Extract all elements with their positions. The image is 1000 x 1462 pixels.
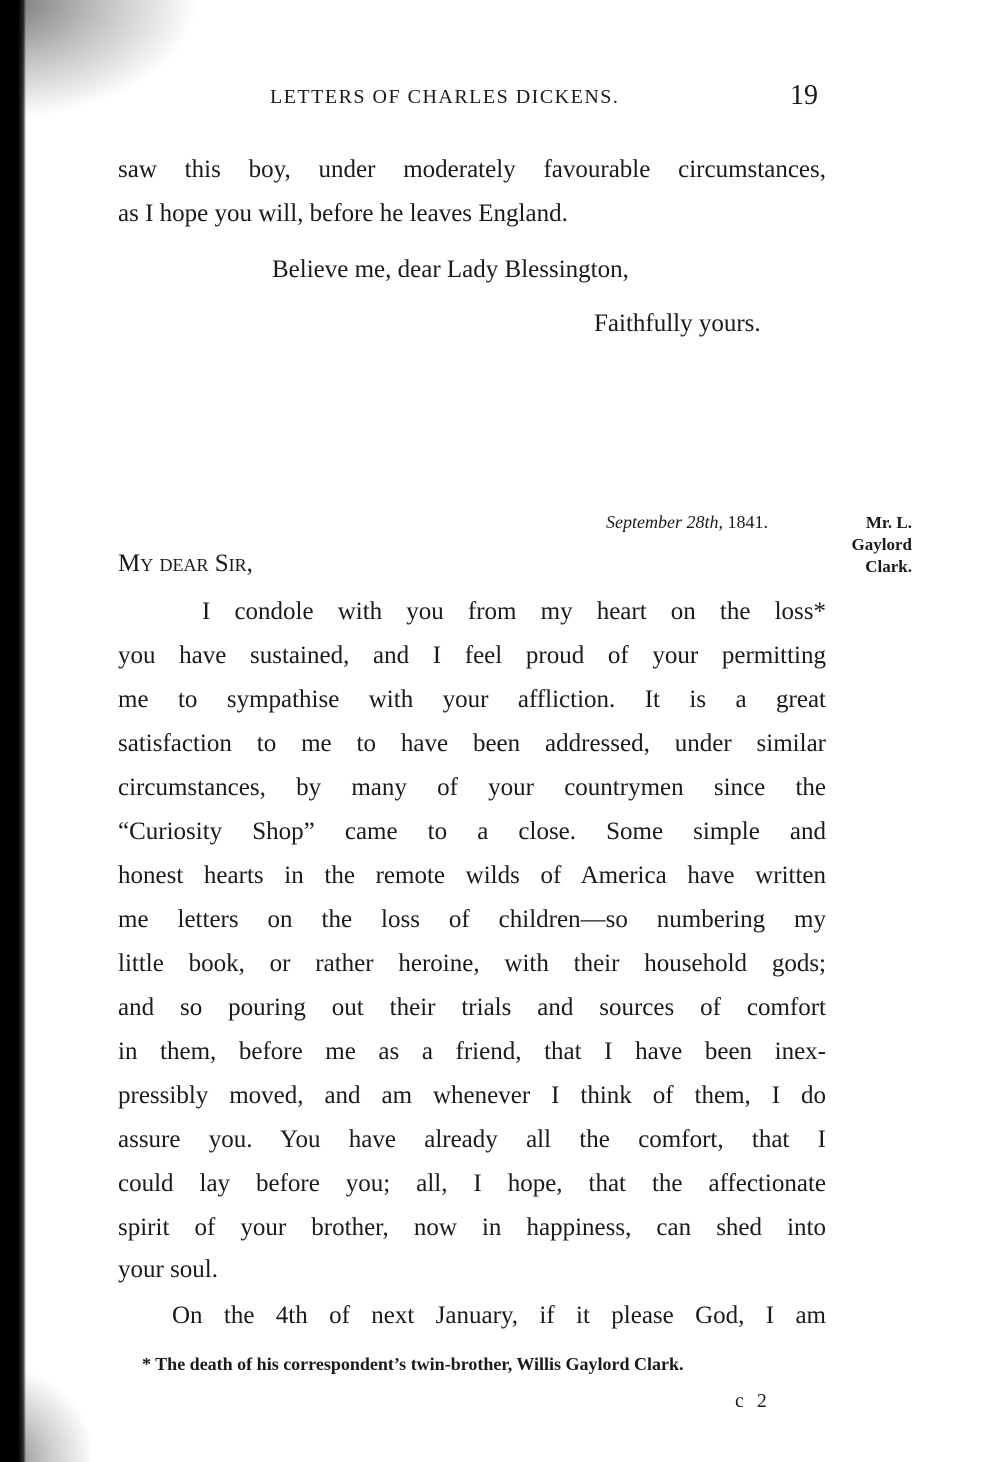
sidenote-line: Gaylord — [851, 535, 912, 554]
body-line: pressibly moved, and am whenever I think of them, I do — [118, 1082, 826, 1109]
body-line: could lay before you; all, I hope, that the affectionate — [118, 1170, 826, 1197]
recipient-sidenote — [840, 512, 912, 578]
previous-letter-line: saw this boy, under moderately favourable circumstances, — [118, 156, 826, 183]
date-day: 28th, — [686, 512, 723, 532]
body-line: assure you. You have already all the comfort, that I — [118, 1126, 826, 1153]
body-line: I condole with you from my heart on the loss* — [202, 598, 826, 625]
body-line: circumstances, by many of your countrymen since the — [118, 774, 826, 801]
signature-mark: c 2 — [735, 1390, 771, 1412]
body-line: your soul. — [118, 1256, 218, 1283]
sidenote-line: Clark. — [865, 557, 912, 576]
body-line: honest hearts in the remote wilds of America have written — [118, 862, 826, 889]
body-line: “Curiosity Shop” came to a close. Some simple and — [118, 818, 826, 845]
letter-date — [606, 512, 768, 533]
date-month: September — [606, 512, 682, 532]
body-line: me letters on the loss of children—so numbering my — [118, 906, 826, 933]
body-line: satisfaction to me to have been addressed, under similar — [118, 730, 826, 757]
body-line: little book, or rather heroine, with their household gods; — [118, 950, 826, 977]
body-line: spirit of your brother, now in happiness, can shed into — [118, 1214, 826, 1241]
page-number: 19 — [790, 80, 818, 111]
body-line: and so pouring out their trials and sources of comfort — [118, 994, 826, 1021]
body-line: On the 4th of next January, if it please God, I am — [172, 1302, 826, 1329]
footnote: * The death of his correspondent’s twin-brother, Willis Gaylord Clark. — [142, 1354, 684, 1374]
signoff-line: Faithfully yours. — [594, 310, 761, 337]
scan-shadow-top — [0, 0, 200, 120]
book-spine-shadow — [0, 0, 26, 1462]
sidenote-line: Mr. L. — [865, 513, 912, 532]
body-line: me to sympathise with your affliction. It is a great — [118, 686, 826, 713]
body-line: you have sustained, and I feel proud of your permitting — [118, 642, 826, 669]
closing-line: Believe me, dear Lady Blessington, — [272, 256, 629, 283]
body-line: in them, before me as a friend, that I have been inex- — [118, 1038, 826, 1065]
salutation: My dear Sir, — [118, 550, 253, 577]
previous-letter-line: as I hope you will, before he leaves England. — [118, 200, 568, 227]
running-head: LETTERS OF CHARLES DICKENS. — [270, 86, 620, 108]
date-year: 1841. — [727, 512, 768, 532]
scan-shadow-bottom — [0, 1372, 90, 1462]
